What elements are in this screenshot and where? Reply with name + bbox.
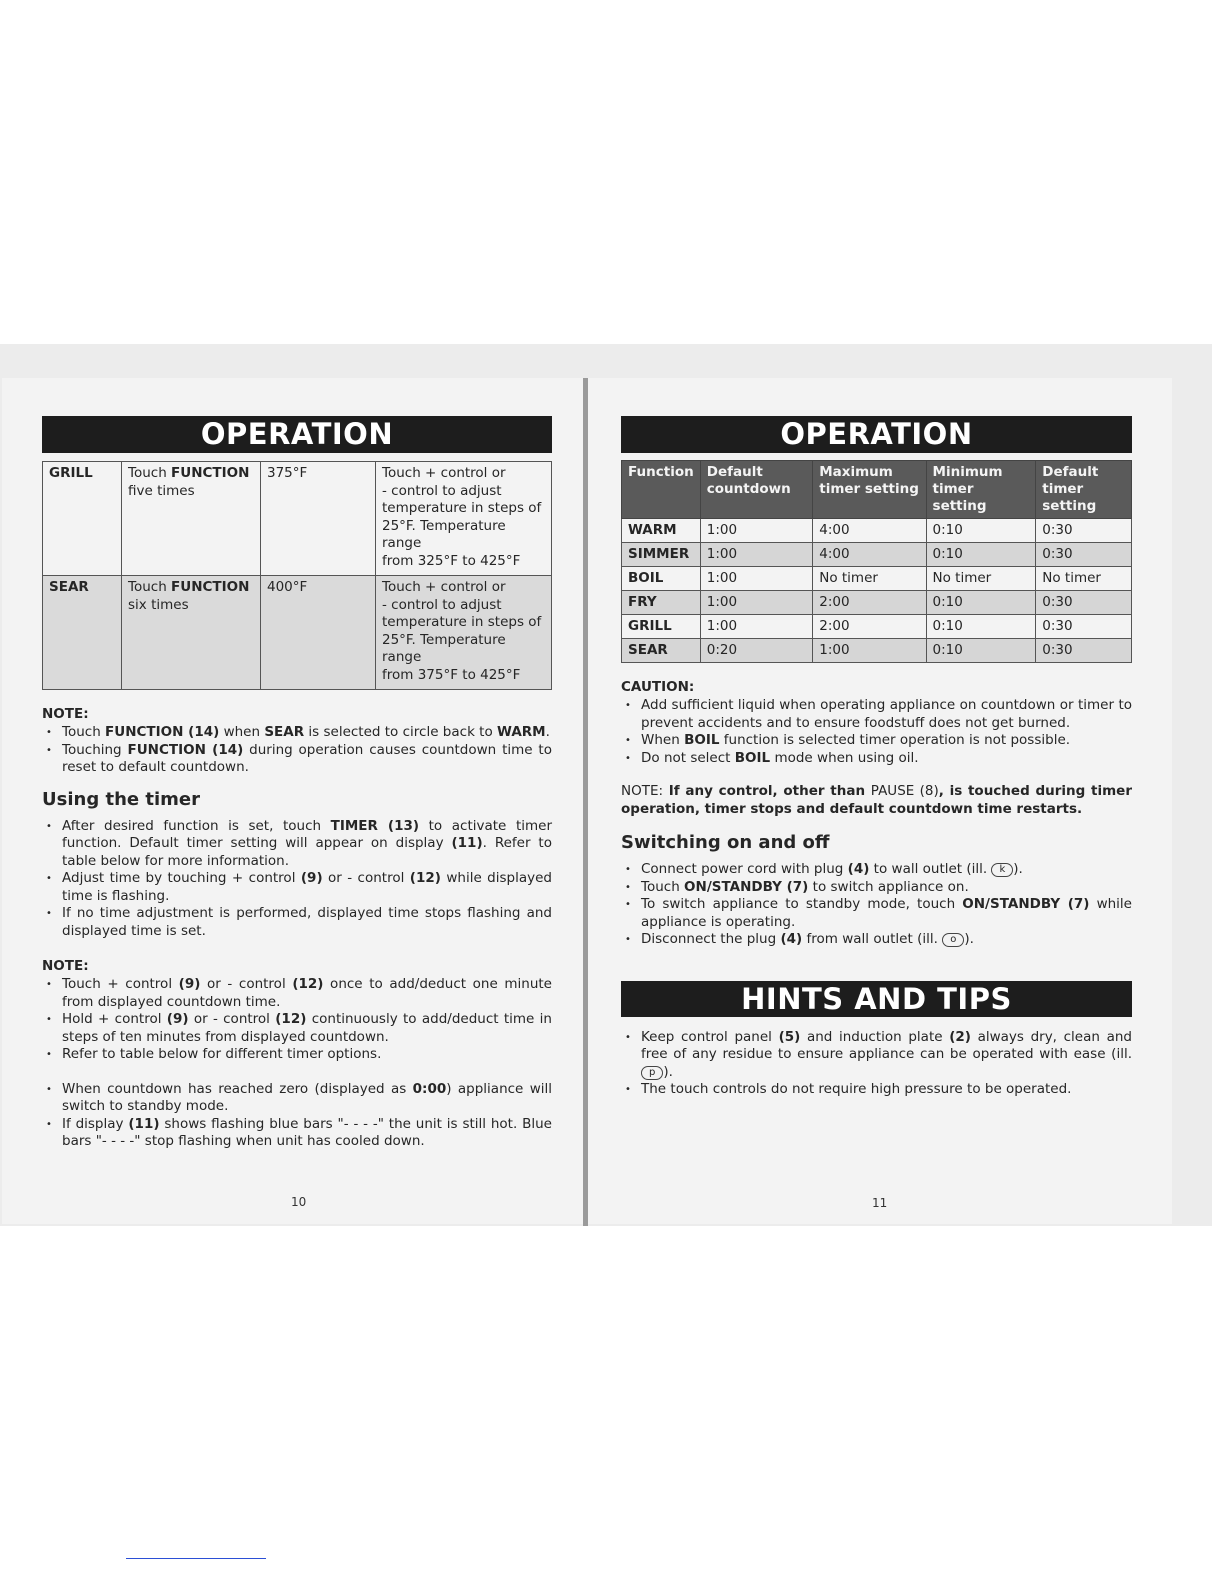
function-row: [43, 462, 552, 576]
caution-item: [621, 732, 1132, 750]
timer-table-row: [622, 639, 1132, 663]
illustration-ref: k: [991, 863, 1013, 877]
text-run: Touch: [62, 724, 106, 740]
text-run: Touching: [62, 741, 128, 758]
illustration-ref: o: [942, 933, 964, 947]
note-list-2: [42, 976, 552, 1064]
adjust-line: 25°F. Temperature range: [382, 517, 506, 551]
caution-item: [621, 750, 1132, 768]
bold-text: (12): [292, 976, 324, 992]
timer-table-cell: 1:00: [700, 519, 812, 543]
text-run: If display: [62, 1115, 129, 1132]
text-run: or - control: [200, 976, 293, 992]
timer-table-cell: 1:00: [700, 591, 812, 615]
bold-text: FUNCTION (14): [127, 741, 244, 758]
timer-table-cell: 4:00: [813, 519, 926, 543]
text-run: Add sufficient liquid when operating appliance on countdown or timer to prevent accidents and to ensure foodstuff does not get burned.: [641, 697, 1132, 731]
timer-table-cell: 1:00: [813, 639, 926, 663]
note-label-2: NOTE:: [42, 958, 89, 974]
action-bold: FUNCTION: [171, 465, 250, 481]
note-list-3: [42, 1081, 552, 1151]
timer-table-row: [622, 543, 1132, 567]
note-item: [42, 976, 552, 1011]
bold-text: (2): [949, 1028, 971, 1045]
text-run: or - control: [322, 870, 410, 886]
page-11: [588, 378, 1172, 1224]
timer-item: [42, 870, 552, 905]
action-text: Touch: [128, 465, 172, 481]
timer-table-cell: 0:10: [926, 615, 1036, 639]
page-number-left: 10: [291, 1195, 307, 1209]
timer-table-cell: 1:00: [700, 543, 812, 567]
bold-text: ON/STANDBY (7): [684, 878, 809, 895]
switching-item: [621, 861, 1132, 879]
timer-table-cell: SEAR: [622, 639, 701, 663]
timer-table-header: Maximum timer setting: [813, 461, 926, 519]
note-item: [42, 742, 552, 777]
adjust-line: Touch + control or: [382, 579, 506, 595]
caution-list: [621, 697, 1132, 767]
bold-text: (4): [847, 861, 870, 877]
function-name: GRILL: [43, 462, 122, 576]
page-number-right: 11: [872, 1196, 888, 1210]
bold-text: WARM: [497, 724, 546, 740]
function-adjust: [376, 462, 552, 576]
function-action: [122, 462, 261, 576]
bold-text: (9): [178, 976, 201, 992]
timer-table-cell: SIMMER: [622, 543, 701, 567]
timer-table-header: Default countdown: [700, 461, 812, 519]
illustration-ref: p: [641, 1066, 663, 1080]
text-run: once to add/deduct one minute from displayed countdown time.: [62, 976, 552, 1010]
hints-list: [621, 1029, 1132, 1099]
bold-text: 0:00: [412, 1080, 447, 1097]
switching-item: [621, 896, 1132, 931]
timer-list: [42, 818, 552, 941]
text-run: .: [545, 724, 550, 740]
caution-item: [621, 697, 1132, 732]
timer-table-cell: 0:10: [926, 543, 1036, 567]
timer-table-cell: No timer: [926, 567, 1036, 591]
timer-table-row: [622, 615, 1132, 639]
bold-text: FUNCTION (14): [105, 724, 220, 740]
bold-text: BOIL: [734, 749, 771, 766]
text-run: Touch + control: [62, 976, 179, 992]
timer-table-cell: 0:10: [926, 639, 1036, 663]
function-adjust: [376, 576, 552, 690]
switching-heading: Switching on and off: [621, 832, 830, 853]
timer-table-cell: 0:30: [1036, 591, 1132, 615]
note-label-1: NOTE:: [42, 706, 89, 722]
action-text: Touch: [128, 579, 172, 595]
text-run: NOTE:: [621, 783, 664, 799]
text-run: from wall outlet (ill.: [802, 931, 943, 947]
timer-table-header: Minimum timer setting: [926, 461, 1036, 519]
text-run: to wall outlet (ill.: [869, 861, 992, 877]
timer-heading: Using the timer: [42, 788, 200, 810]
timer-item: [42, 905, 552, 940]
bold-text: TIMER (13): [330, 817, 420, 834]
bold-text: (11): [451, 835, 483, 851]
timer-table-cell: No timer: [813, 567, 926, 591]
text-run: when: [219, 724, 265, 740]
function-row: [43, 576, 552, 690]
text-run: ).: [663, 1063, 673, 1080]
timer-table-row: [622, 591, 1132, 615]
timer-table-cell: 0:30: [1036, 615, 1132, 639]
timer-table: [621, 460, 1132, 663]
timer-table-cell: 2:00: [813, 615, 926, 639]
text-run: function is selected timer operation is not possible.: [719, 732, 1071, 748]
adjust-line: temperature in steps of: [382, 500, 542, 516]
text-run: ).: [964, 931, 974, 947]
timer-table-cell: 1:00: [700, 615, 812, 639]
timer-table-cell: BOIL: [622, 567, 701, 591]
text-run: while appliance is operating.: [641, 896, 1132, 930]
timer-table-cell: FRY: [622, 591, 701, 615]
adjust-line: 25°F. Temperature range: [382, 631, 506, 665]
text-run: shows flashing blue bars "- - - -" the unit is still hot. Blue bars "- - - -" stop flashing when unit has cooled down.: [62, 1115, 552, 1149]
bold-text: (11): [128, 1115, 160, 1132]
text-run: Connect power cord with plug: [641, 861, 848, 877]
timer-item: [42, 818, 552, 871]
text-run: or - control: [188, 1011, 276, 1027]
text-run: to activate timer function. Default timer setting will appear on display: [62, 817, 552, 851]
text-run: while displayed time is flashing.: [62, 870, 552, 904]
timer-table-cell: 0:20: [700, 639, 812, 663]
text-run: Adjust time by touching + control: [62, 870, 301, 886]
text-run: After desired function is set, touch: [62, 817, 331, 834]
timer-table-cell: WARM: [622, 519, 701, 543]
text-run: . Refer to table below for more information.: [62, 835, 552, 869]
bold-text: (9): [166, 1011, 189, 1027]
adjust-line: Touch + control or: [382, 465, 506, 481]
action-times: six times: [128, 596, 189, 613]
text-run: and induction plate: [800, 1028, 950, 1045]
switching-list: [621, 861, 1132, 949]
text-run: Keep control panel: [641, 1028, 779, 1045]
timer-table-cell: 2:00: [813, 591, 926, 615]
adjust-line: from 325°F to 425°F: [382, 552, 521, 569]
text-run: to switch appliance on.: [808, 878, 969, 895]
text-run: To switch appliance to standby mode, touch: [641, 896, 963, 912]
operation-banner-left: OPERATION: [42, 416, 552, 453]
page-10: [2, 378, 584, 1224]
function-temp: 400°F: [261, 576, 376, 690]
adjust-line: - control to adjust: [382, 596, 502, 613]
hint-item: [621, 1081, 1132, 1099]
text-run: during operation causes countdown time to reset to default countdown.: [62, 741, 552, 775]
timer-table-cell: No timer: [1036, 567, 1132, 591]
caution-label: CAUTION:: [621, 679, 695, 695]
bold-text: BOIL: [684, 732, 720, 748]
function-action: [122, 576, 261, 690]
timer-table-cell: GRILL: [622, 615, 701, 639]
function-table: [42, 461, 552, 690]
text-run: The touch controls do not require high pressure to be operated.: [641, 1081, 1072, 1097]
bold-text: (4): [780, 931, 803, 947]
timer-table-cell: 1:00: [700, 567, 812, 591]
bold-text: (12): [275, 1011, 307, 1027]
switching-item: [621, 879, 1132, 897]
adjust-line: from 375°F to 425°F: [382, 666, 521, 683]
text-run: Touch: [641, 878, 685, 895]
text-run: Hold + control: [62, 1011, 167, 1027]
adjust-line: temperature in steps of: [382, 614, 542, 630]
text-run: If no time adjustment is performed, displayed time stops flashing and displayed time is set.: [62, 905, 552, 939]
text-run: mode when using oil.: [770, 749, 919, 766]
hint-item: [621, 1029, 1132, 1082]
text-run: ) appliance will switch to standby mode.: [62, 1080, 553, 1114]
operation-banner-right: OPERATION: [621, 416, 1132, 453]
note-item: [42, 1046, 552, 1064]
action-times: five times: [128, 482, 195, 499]
text-run: ).: [1013, 861, 1023, 877]
timer-table-cell: 4:00: [813, 543, 926, 567]
note-item: [42, 1081, 552, 1116]
note-item: [42, 1116, 552, 1151]
text-run: PAUSE (8): [870, 783, 939, 799]
timer-table-cell: 0:30: [1036, 543, 1132, 567]
bold-text: (9): [300, 870, 323, 886]
switching-item: [621, 931, 1132, 949]
text-run: always dry, clean and free of any residue to ensure appliance can be operated with ease (ill.: [641, 1028, 1132, 1062]
bold-text: If any control, other than: [663, 783, 871, 799]
text-run: When: [641, 732, 685, 748]
function-name: SEAR: [43, 576, 122, 690]
blue-line-mark: [126, 1558, 266, 1559]
bold-text: (5): [778, 1028, 801, 1045]
function-temp: 375°F: [261, 462, 376, 576]
adjust-line: - control to adjust: [382, 482, 502, 499]
text-run: Do not select: [641, 749, 735, 766]
hints-banner: HINTS AND TIPS: [621, 981, 1132, 1017]
bold-text: , is touched during timer operation, timer stops and default countdown time restarts.: [621, 783, 1132, 817]
timer-table-cell: 0:30: [1036, 519, 1132, 543]
note-list-1: [42, 724, 552, 777]
action-bold: FUNCTION: [171, 579, 250, 595]
timer-note: [621, 783, 1132, 818]
text-run: is selected to circle back to: [304, 724, 498, 740]
bold-text: SEAR: [264, 724, 305, 740]
note-item: [42, 724, 552, 742]
timer-table-cell: 0:10: [926, 519, 1036, 543]
timer-table-header: Default timer setting: [1036, 461, 1132, 519]
text-run: Refer to table below for different timer options.: [62, 1046, 382, 1062]
bold-text: ON/STANDBY (7): [962, 896, 1090, 912]
timer-table-cell: 0:30: [1036, 639, 1132, 663]
text-run: Disconnect the plug: [641, 931, 781, 947]
timer-table-cell: 0:10: [926, 591, 1036, 615]
booklet-spread: [0, 344, 1212, 1226]
note-item: [42, 1011, 552, 1046]
timer-table-row: [622, 519, 1132, 543]
text-run: When countdown has reached zero (displayed as: [62, 1080, 413, 1097]
text-run: continuously to add/deduct time in steps of ten minutes from displayed countdown.: [62, 1011, 552, 1045]
timer-table-header: Function: [622, 461, 701, 519]
timer-table-row: [622, 567, 1132, 591]
bold-text: (12): [409, 870, 441, 886]
